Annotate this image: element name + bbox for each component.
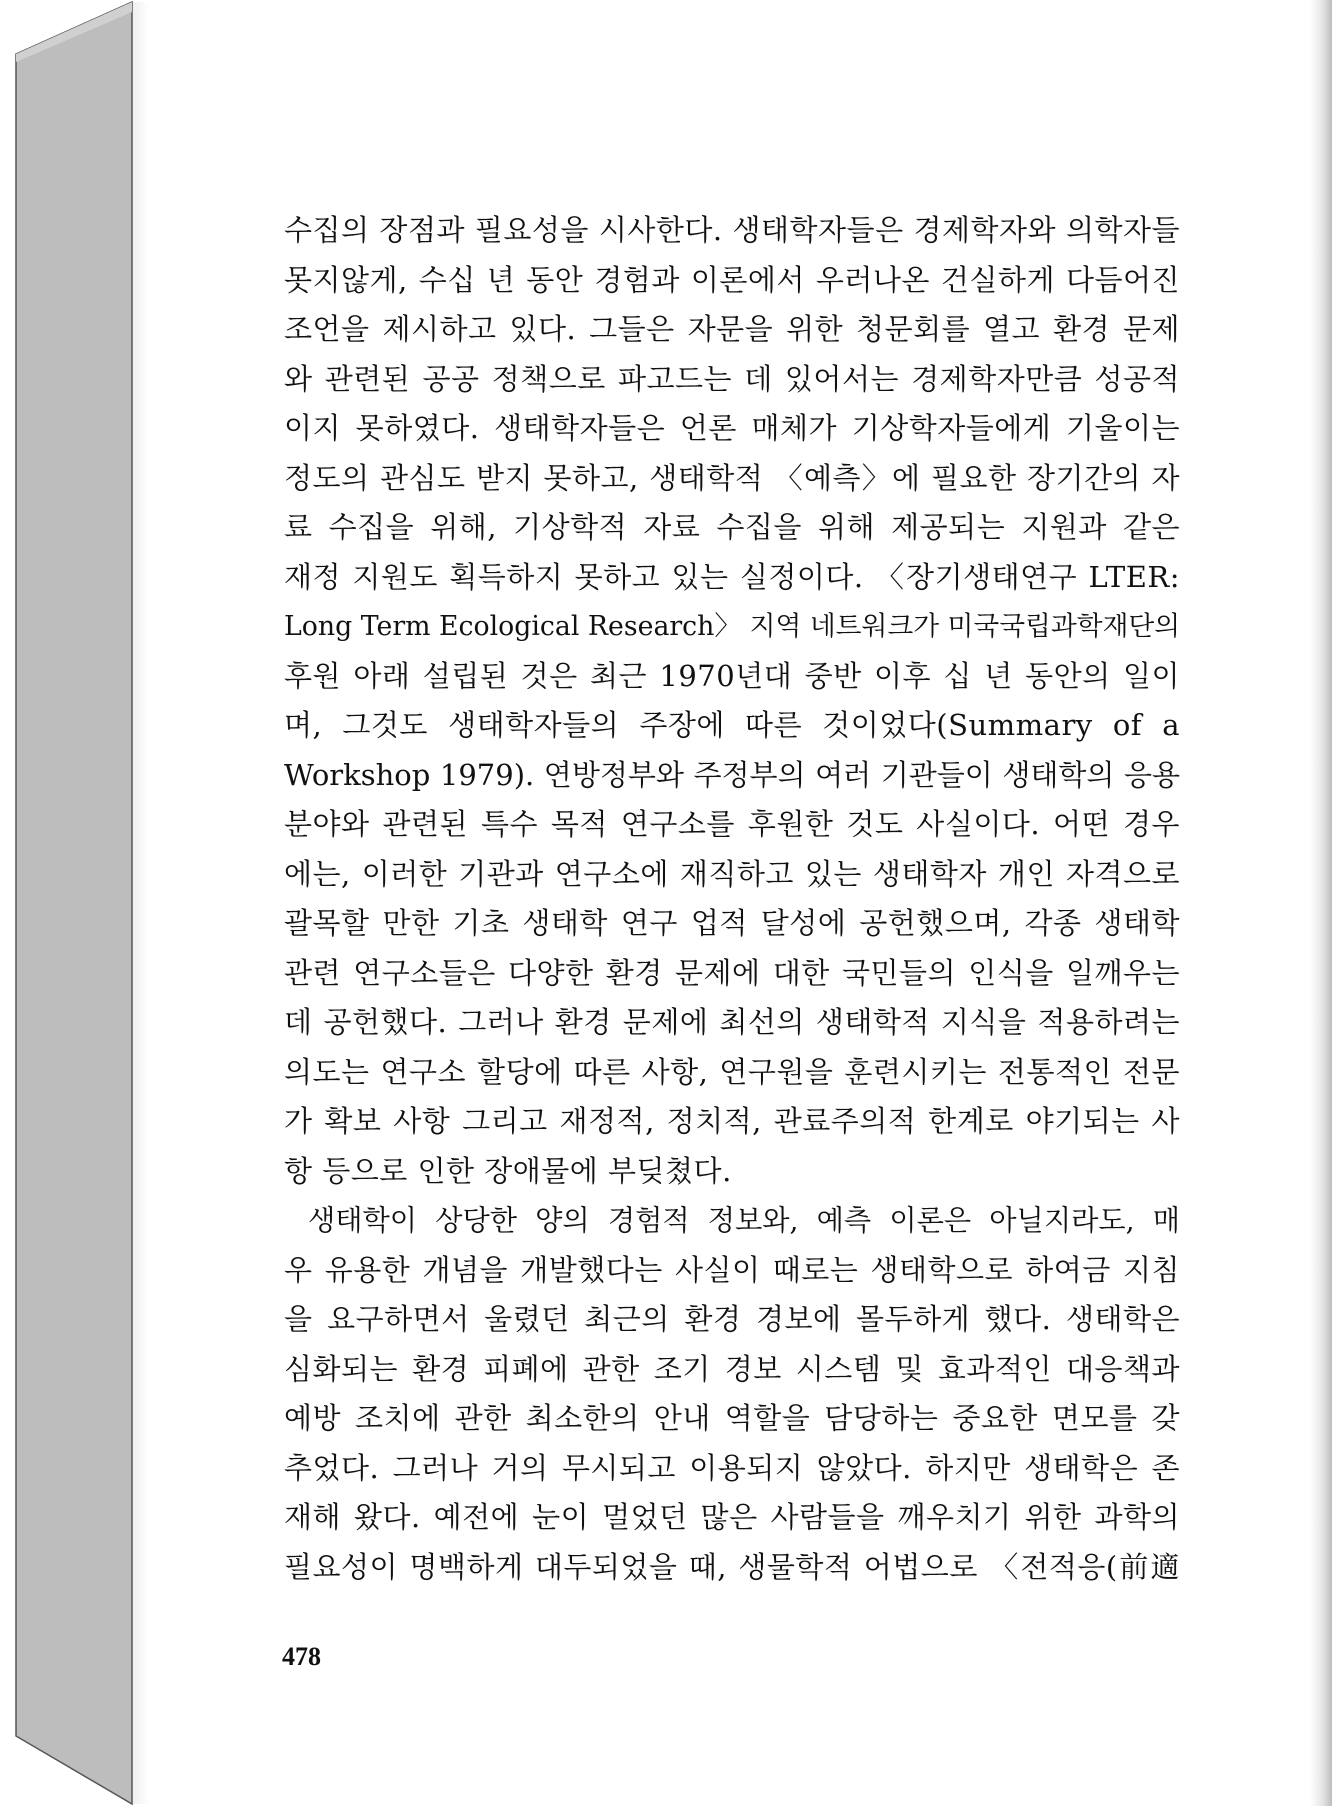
paragraph-start-line: 생태학이 상당한 양의 경험적 정보와, 예측 이론은 아닐지라도, 매 (308, 1204, 1180, 1237)
text-line: 며, 그것도 생태학자들의 주장에 따른 것이었다(Summary of a (284, 708, 1180, 742)
text-line: 료 수집을 위해, 기상학적 자료 수집을 위해 제공되는 지원과 같은 (284, 510, 1180, 544)
paragraph-end-line: 항 등으로 인한 장애물에 부딪쳤다. (284, 1153, 732, 1188)
text-line: 에는, 이러한 기관과 연구소에 재직하고 있는 생태학자 개인 자격으로 (284, 856, 1180, 891)
text-line: 추었다. 그러나 거의 무시되고 이용되지 않았다. 하지만 생태학은 존 (284, 1450, 1180, 1485)
text-line: 을 요구하면서 울렸던 최근의 환경 경보에 몰두하게 했다. 생태학은 (284, 1302, 1180, 1336)
page-gutter-shadow (133, 2, 149, 1804)
text-line: 이지 못하였다. 생태학자들은 언론 매체가 기상학자들에게 기울이는 (284, 411, 1180, 445)
text-line: 관련 연구소들은 다양한 환경 문제에 대한 국민들의 인식을 일깨우는 (284, 955, 1180, 990)
text-line: 와 관련된 공공 정책으로 파고드는 데 있어서는 경제학자만큼 성공적 (284, 361, 1180, 396)
text-line: 수집의 장점과 필요성을 시사한다. 생태학자들은 경제학자와 의학자들 (284, 213, 1180, 247)
text-line: 분야와 관련된 특수 목적 연구소를 후원한 것도 사실이다. 어떤 경우 (284, 807, 1180, 841)
text-line: 후원 아래 설립된 것은 최근 1970년대 중반 이후 십 년 동안의 일이 (284, 658, 1180, 693)
text-line: Long Term Ecological Research〉 지역 네트워크가 미국국립과학재단의 (284, 611, 1181, 642)
text-line: 가 확보 사항 그리고 재정적, 정치적, 관료주의적 한계로 야기되는 사 (284, 1104, 1180, 1138)
text-line: 심화되는 환경 피폐에 관한 조기 경보 시스템 및 효과적인 대응책과 (284, 1351, 1180, 1386)
text-line: 재정 지원도 획득하지 못하고 있는 실정이다. 〈장기생태연구 LTER: (284, 559, 1180, 594)
text-line: 의도는 연구소 할당에 따른 사항, 연구원을 훈련시키는 전통적인 전문 (284, 1054, 1180, 1089)
text-line: 못지않게, 수십 년 동안 경험과 이론에서 우러나온 건실하게 다듬어진 (284, 262, 1180, 297)
text-line: 예방 조치에 관한 최소한의 안내 역할을 담당하는 중요한 면모를 갖 (284, 1401, 1180, 1435)
text-line: 재해 왔다. 예전에 눈이 멀었던 많은 사람들을 깨우치기 위한 과학의 (284, 1500, 1180, 1534)
page-number: 478 (282, 1642, 321, 1671)
text-line: 우 유용한 개념을 개발했다는 사실이 때로는 생태학으로 하여금 지침 (284, 1252, 1180, 1287)
text-line: 조언을 제시하고 있다. 그들은 자문을 위한 청문회를 열고 환경 문제 (284, 312, 1180, 346)
text-line: 괄목할 만한 기초 생태학 연구 업적 달성에 공헌했으며, 각종 생태학 (284, 906, 1180, 940)
text-line: 필요성이 명백하게 대두되었을 때, 생물학적 어법으로 〈전적응(前適 (284, 1549, 1180, 1584)
page-edge-shadow (1310, 0, 1332, 1806)
text-line: Workshop 1979). 연방정부와 주정부의 여러 기관들이 생태학의 응용 (284, 757, 1180, 792)
text-line: 정도의 관심도 받지 못하고, 생태학적 〈예측〉에 필요한 장기간의 자 (284, 460, 1180, 495)
text-line: 데 공헌했다. 그러나 환경 문제에 최선의 생태학적 지식을 적용하려는 (284, 1005, 1180, 1039)
book-spine (14, 0, 134, 1806)
body-text (284, 206, 1180, 1592)
